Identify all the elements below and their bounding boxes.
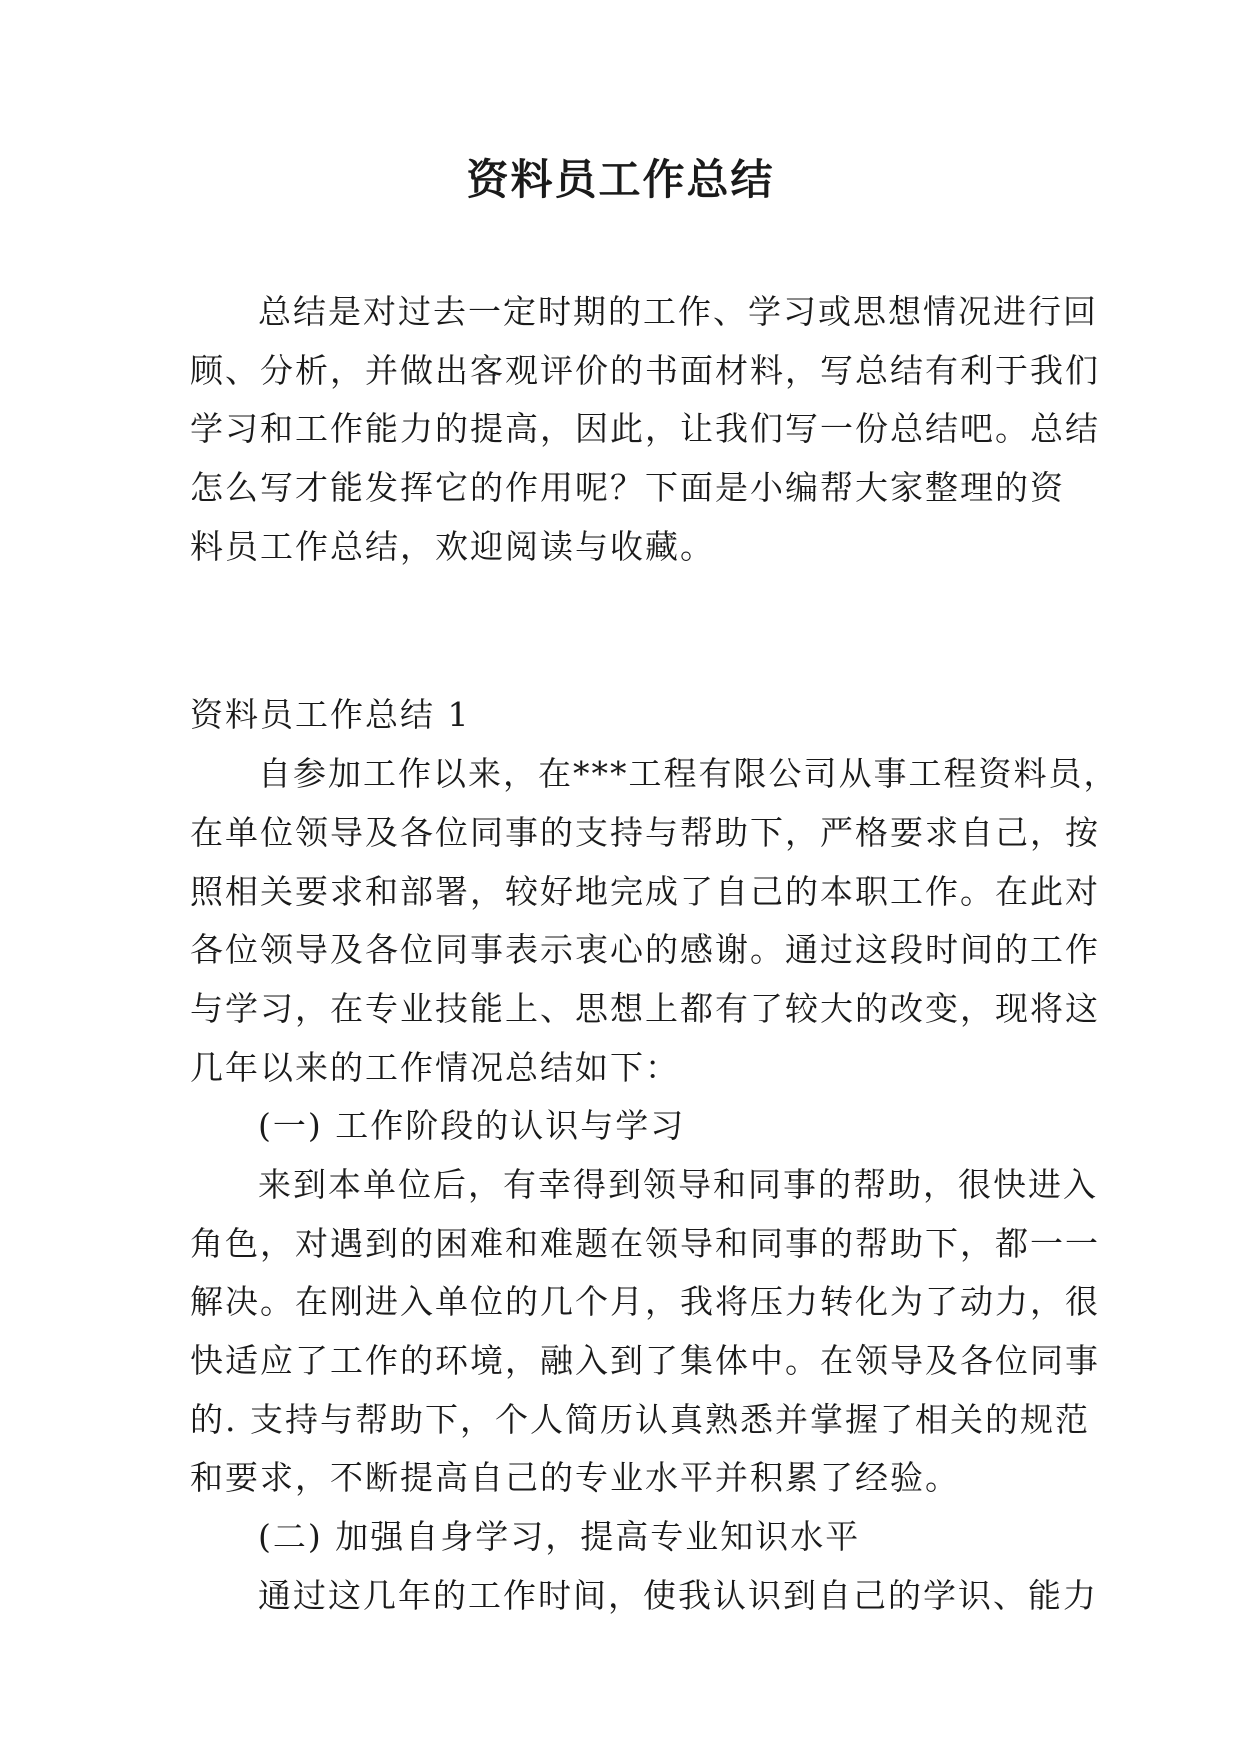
- subheading-1: (一) 工作阶段的认识与学习: [258, 1106, 686, 1146]
- paragraph-line: 各位领导及各位同事表示衷心的感谢。通过这段时间的工作: [190, 930, 1100, 970]
- subheading-2: (二) 加强自身学习，提高专业知识水平: [258, 1517, 861, 1557]
- paragraph-line: 解决。在刚进入单位的几个月，我将压力转化为了动力，很: [190, 1282, 1100, 1322]
- intro-line: 总结是对过去一定时期的工作、学习或思想情况进行回: [258, 292, 1098, 331]
- intro-line: 顾、分析，并做出客观评价的书面材料，写总结有利于我们: [190, 350, 1100, 390]
- paragraph-line: 几年以来的工作情况总结如下：: [190, 1047, 680, 1087]
- paragraph-2: [190, 1156, 1100, 1508]
- paragraph-gap: [190, 576, 1050, 686]
- intro-paragraph: [190, 283, 1100, 576]
- paragraph-line: 自参加工作以来，在***工程有限公司从事工程资料员，: [258, 754, 1119, 794]
- document-body: [190, 283, 1119, 1625]
- paragraph-line: 和要求，不断提高自己的专业水平并积累了经验。: [190, 1458, 960, 1498]
- section-heading: 资料员工作总结 1: [190, 695, 471, 735]
- paragraph-line: 与学习，在专业技能上、思想上都有了较大的改变，现将这: [190, 988, 1100, 1028]
- paragraph-line: 在单位领导及各位同事的支持与帮助下，严格要求自己，按: [190, 812, 1100, 852]
- paragraph-line: 照相关要求和部署，较好地完成了自己的本职工作。在此对: [190, 871, 1100, 911]
- paragraph-line: 的. 支持与帮助下，个人简历认真熟悉并掌握了相关的规范: [190, 1399, 1090, 1439]
- paragraph-1: [190, 745, 1119, 1097]
- intro-line: 料员工作总结，欢迎阅读与收藏。: [190, 526, 715, 566]
- paragraph-line: 快适应了工作的环境，融入到了集体中。在领导及各位同事: [190, 1341, 1100, 1380]
- document-title: 资料员工作总结: [466, 155, 775, 204]
- intro-line: 怎么写才能发挥它的作用呢？下面是小编帮大家整理的资: [190, 468, 1065, 508]
- paragraph-line: 来到本单位后，有幸得到领导和同事的帮助，很快进入: [258, 1164, 1098, 1204]
- paragraph-line: 角色，对遇到的困难和难题在领导和同事的帮助下，都一一: [190, 1223, 1100, 1263]
- paragraph-line: 通过这几年的工作时间，使我认识到自己的学识、能力: [258, 1575, 1098, 1615]
- intro-line: 学习和工作能力的提高，因此，让我们写一份总结吧。总结: [190, 409, 1100, 449]
- paragraph-3: [190, 1567, 1098, 1626]
